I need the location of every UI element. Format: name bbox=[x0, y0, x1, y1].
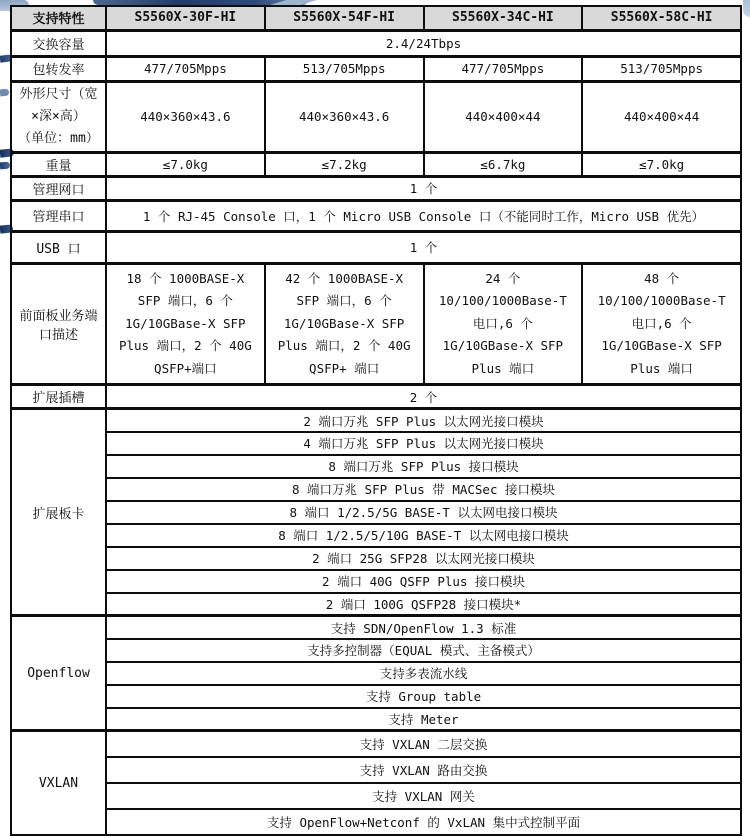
mgmt-net-port-value: 1 个 bbox=[106, 176, 741, 200]
vxlan-item: 支持 VXLAN 网关 bbox=[106, 783, 741, 809]
front-panel-ports-value: 24 个 10/100/1000Base-T 电口,6 个 1G/10GBase-X SFP Plus 端口 bbox=[424, 263, 583, 385]
expansion-card-item: 8 端口万兆 SFP Plus 接口模块 bbox=[106, 455, 741, 478]
decor-swoosh-top-right bbox=[743, 0, 750, 17]
decor-stroke-4 bbox=[0, 162, 10, 170]
row-weight bbox=[11, 152, 741, 176]
row-expansion-cards bbox=[11, 570, 741, 593]
dimensions-value: 440×360×43.6 bbox=[106, 81, 265, 152]
row-expansion-cards bbox=[11, 455, 741, 478]
weight-label: 重量 bbox=[11, 152, 106, 176]
dimensions-value: 440×360×43.6 bbox=[265, 81, 424, 152]
expansion-card-item: 4 端口万兆 SFP Plus 以太网光接口模块 bbox=[106, 432, 741, 455]
expansion-card-item: 2 端口万兆 SFP Plus 以太网光接口模块 bbox=[106, 409, 741, 432]
expansion-card-item: 8 端口万兆 SFP Plus 带 MACSec 接口模块 bbox=[106, 478, 741, 501]
forwarding-rate-value: 513/705Mpps bbox=[265, 56, 424, 81]
forwarding-rate-value: 477/705Mpps bbox=[106, 56, 265, 81]
openflow-label: Openflow bbox=[11, 616, 106, 731]
header-model-s5560x-34c-hi: S5560X-34C-HI bbox=[424, 6, 583, 30]
dimensions-label bbox=[11, 81, 106, 152]
usb-port-label: USB 口 bbox=[11, 231, 106, 263]
row-mgmt-net-port bbox=[11, 176, 741, 200]
forwarding-rate-value: 477/705Mpps bbox=[424, 56, 583, 81]
row-expansion-cards bbox=[11, 432, 741, 455]
header-feature-label: 支持特性 bbox=[11, 6, 106, 30]
dimensions-value: 440×400×44 bbox=[582, 81, 741, 152]
decor-stroke-2 bbox=[0, 89, 9, 97]
weight-value: ≤7.2kg bbox=[265, 152, 424, 176]
weight-value: ≤6.7kg bbox=[424, 152, 583, 176]
mgmt-serial-port-label: 管理串口 bbox=[11, 200, 106, 231]
dimensions-label-line3: （单位：mm） bbox=[18, 130, 99, 146]
expansion-card-item: 2 端口 25G SFP28 以太网光接口模块 bbox=[106, 547, 741, 570]
mgmt-serial-port-value: 1 个 RJ-45 Console 口，1 个 Micro USB Console 口（不能同时工作，Micro USB 优先） bbox=[106, 200, 741, 231]
row-openflow bbox=[11, 662, 741, 685]
front-panel-ports-value: 18 个 1000BASE-X SFP 端口，6 个 1G/10GBase-X SFP Plus 端口，2 个 40G QSFP+端口 bbox=[106, 263, 265, 385]
row-vxlan bbox=[11, 783, 741, 809]
mgmt-net-port-label: 管理网口 bbox=[11, 176, 106, 200]
forwarding-rate-label: 包转发率 bbox=[11, 56, 106, 81]
row-expansion-cards bbox=[11, 524, 741, 547]
openflow-item: 支持 SDN/OpenFlow 1.3 标准 bbox=[106, 616, 741, 639]
switch-capacity-label: 交换容量 bbox=[11, 30, 106, 56]
header-model-s5560x-58c-hi: S5560X-58C-HI bbox=[582, 6, 741, 30]
header-row bbox=[11, 6, 741, 30]
openflow-item: 支持多控制器（EQUAL 模式、主备模式） bbox=[106, 639, 741, 662]
switch-capacity-value: 2.4/24Tbps bbox=[106, 30, 741, 56]
expansion-card-item: 2 端口 40G QSFP Plus 接口模块 bbox=[106, 570, 741, 593]
vxlan-item: 支持 VXLAN 路由交换 bbox=[106, 757, 741, 783]
usb-port-value: 1 个 bbox=[106, 231, 741, 263]
row-expansion-cards bbox=[11, 409, 741, 432]
expansion-card-item: 8 端口 1/2.5/5/10G BASE-T 以太网电接口模块 bbox=[106, 524, 741, 547]
front-panel-ports-label: 前面板业务端口描述 bbox=[11, 263, 106, 385]
row-vxlan bbox=[11, 757, 741, 783]
expansion-slots-label: 扩展插槽 bbox=[11, 385, 106, 409]
row-dimensions bbox=[11, 81, 741, 152]
row-openflow bbox=[11, 708, 741, 731]
row-openflow bbox=[11, 616, 741, 639]
row-expansion-cards bbox=[11, 478, 741, 501]
row-expansion-slots bbox=[11, 385, 741, 409]
row-front-panel-ports bbox=[11, 263, 741, 385]
row-expansion-cards bbox=[11, 593, 741, 616]
expansion-card-item: 8 端口 1/2.5/5G BASE-T 以太网电接口模块 bbox=[106, 501, 741, 524]
vxlan-item: 支持 VXLAN 二层交换 bbox=[106, 731, 741, 757]
header-model-s5560x-30f-hi: S5560X-30F-HI bbox=[106, 6, 265, 30]
row-forwarding-rate bbox=[11, 56, 741, 81]
expansion-slots-value: 2 个 bbox=[106, 385, 741, 409]
row-openflow bbox=[11, 685, 741, 708]
header-model-s5560x-54f-hi: S5560X-54F-HI bbox=[265, 6, 424, 30]
expansion-card-item: 2 端口 100G QSFP28 接口模块* bbox=[106, 593, 741, 616]
row-expansion-cards bbox=[11, 501, 741, 524]
front-panel-ports-value: 48 个 10/100/1000Base-T 电口,6 个 1G/10GBase-X SFP Plus 端口 bbox=[582, 263, 741, 385]
row-vxlan bbox=[11, 809, 741, 835]
row-vxlan bbox=[11, 731, 741, 757]
openflow-item: 支持多表流水线 bbox=[106, 662, 741, 685]
weight-value: ≤7.0kg bbox=[582, 152, 741, 176]
openflow-item: 支持 Meter bbox=[106, 708, 741, 731]
dimensions-label-line2: ×深×高） bbox=[31, 108, 86, 124]
openflow-item: 支持 Group table bbox=[106, 685, 741, 708]
dimensions-value: 440×400×44 bbox=[424, 81, 583, 152]
row-switch-capacity bbox=[11, 30, 741, 56]
weight-value: ≤7.0kg bbox=[106, 152, 265, 176]
expansion-cards-label: 扩展板卡 bbox=[11, 409, 106, 616]
front-panel-ports-value: 42 个 1000BASE-X SFP 端口，6 个 1G/10GBase-X SFP Plus 端口，2 个 40G QSFP+ 端口 bbox=[265, 263, 424, 385]
row-mgmt-serial-port bbox=[11, 200, 741, 231]
vxlan-label: VXLAN bbox=[11, 731, 106, 835]
vxlan-item: 支持 OpenFlow+Netconf 的 VxLAN 集中式控制平面 bbox=[106, 809, 741, 835]
row-expansion-cards bbox=[11, 547, 741, 570]
spec-table bbox=[10, 5, 742, 836]
row-usb-port bbox=[11, 231, 741, 263]
forwarding-rate-value: 513/705Mpps bbox=[582, 56, 741, 81]
dimensions-label-line1: 外形尺寸（宽 bbox=[19, 86, 98, 102]
row-openflow bbox=[11, 639, 741, 662]
